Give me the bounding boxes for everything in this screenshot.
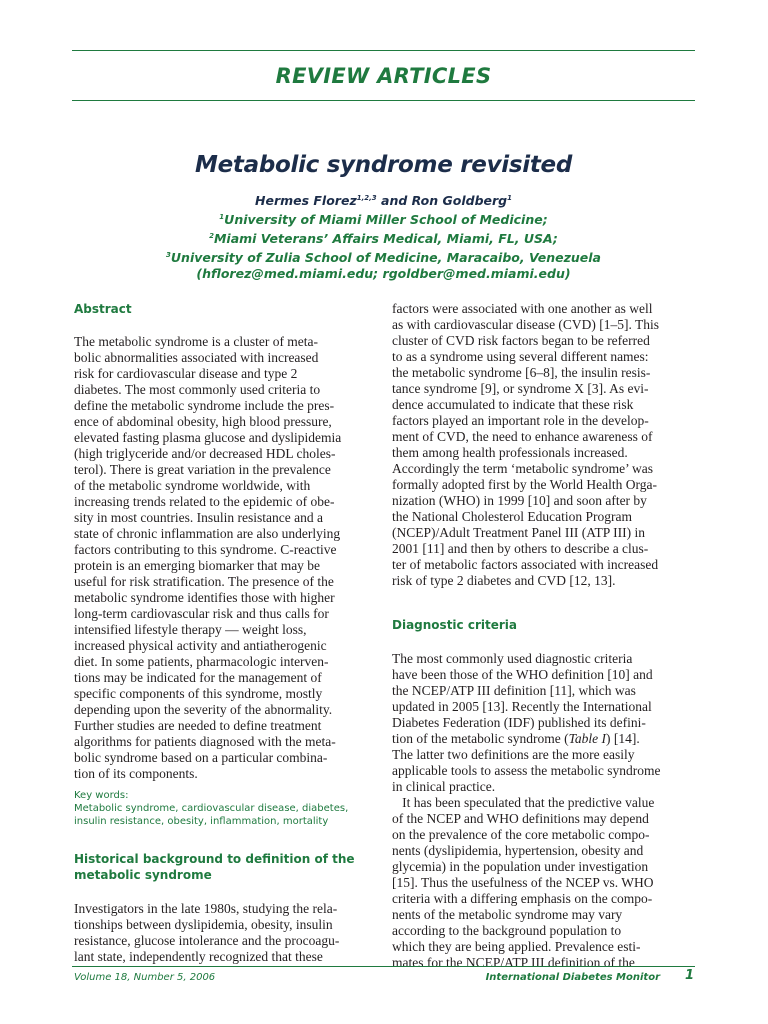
abstract-line: factors contributing to this syndrome. C-reactive <box>74 542 337 557</box>
history-line: Accordingly the term ‘metabolic syndrome’ was <box>392 461 654 476</box>
diagnostic-line: It has been speculated that the predictive value <box>392 795 655 810</box>
abstract-line: terol). There is great variation in the prevalence <box>74 462 331 477</box>
diagnostic-body <box>392 651 674 971</box>
header-rule <box>72 100 695 101</box>
keywords-line: insulin resistance, obesity, inflammation, mortality <box>74 816 329 827</box>
diagnostic-line: have been those of the WHO definition [10] and <box>392 667 653 682</box>
history-line: nization (WHO) in 1999 [10] and soon after by <box>392 493 647 508</box>
historical-body <box>74 901 356 965</box>
abstract-line: Further studies are needed to define treatment <box>74 718 322 733</box>
keywords-block <box>74 789 356 828</box>
diagnostic-line: updated in 2005 [13]. Recently the International <box>392 699 652 714</box>
abstract-line: sity in most countries. Insulin resistance and a <box>74 510 323 525</box>
affiliation-3 <box>72 247 695 266</box>
footer-journal: International Diabetes Monitor <box>485 972 660 983</box>
diagnostic-line: in clinical practice. <box>392 779 496 794</box>
article-title: Metabolic syndrome revisited <box>195 152 572 178</box>
abstract-line: ence of abdominal obesity, high blood pressure, <box>74 414 332 429</box>
diagnostic-line: according to the background population to <box>392 923 622 938</box>
affiliation-3-sup: 3 <box>166 251 171 260</box>
abstract-line: The metabolic syndrome is a cluster of meta- <box>74 334 319 349</box>
history-line: formally adopted first by the World Health Orga- <box>392 477 657 492</box>
abstract-line: bolic syndrome based on a particular combina- <box>74 750 328 765</box>
footer-rule <box>72 966 695 967</box>
author-florez-affil: 1,2,3 <box>356 193 377 202</box>
author-emails: (hflorez@med.miami.edu; rgoldber@med.miami.edu) <box>196 266 571 282</box>
affiliation-2 <box>72 228 695 247</box>
historical-line: lant state, independently recognized that these <box>74 949 323 964</box>
affiliation-3-text: University of Zulia School of Medicine, Maracaibo, Venezuela <box>170 250 601 266</box>
abstract-line: define the metabolic syndrome include the pres- <box>74 398 335 413</box>
history-line: as with cardiovascular disease (CVD) [1–5]. This <box>392 317 660 332</box>
history-line: 2001 [11] and then by others to describe a clus- <box>392 541 649 556</box>
abstract-line: intensified lifestyle therapy — weight loss, <box>74 622 307 637</box>
history-line: factors were associated with one another as well <box>392 301 653 316</box>
diagnostic-line: [15]. Thus the usefulness of the NCEP vs. WHO <box>392 875 654 890</box>
author-line <box>72 193 695 208</box>
diagnostic-line: of the NCEP and WHO definitions may depend <box>392 811 649 826</box>
diagnostic-line: The most commonly used diagnostic criteria <box>392 651 633 666</box>
keywords-line: Metabolic syndrome, cardiovascular disease, diabetes, <box>74 803 349 814</box>
history-line: risk of type 2 diabetes and CVD [12, 13]. <box>392 573 616 588</box>
history-line: ter of metabolic factors associated with increased <box>392 557 659 572</box>
abstract-line: increased physical activity and antiatherogenic <box>74 638 327 653</box>
abstract-heading: Abstract <box>74 302 132 316</box>
historical-heading <box>74 851 356 883</box>
diagnostic-line: mates for the NCEP/ATP III definition of the <box>392 955 635 970</box>
abstract-line: state of chronic inflammation are also underlying <box>74 526 341 541</box>
abstract-line: algorithms for patients diagnosed with the meta- <box>74 734 336 749</box>
diagnostic-line: applicable tools to assess the metabolic syndrome <box>392 763 661 778</box>
left-column <box>74 301 356 965</box>
historical-line: tionships between dyslipidemia, obesity, insulin <box>74 917 333 932</box>
top-rule <box>72 50 695 51</box>
diagnostic-line: which they are being applied. Prevalence esti- <box>392 939 641 954</box>
abstract-line: tion of its components. <box>74 766 198 781</box>
history-line: them among health professionals increased. <box>392 445 628 460</box>
abstract-line: bolic abnormalities associated with increased <box>74 350 319 365</box>
historical-line: Investigators in the late 1980s, studying the rela- <box>74 901 338 916</box>
author-goldberg: and Ron Goldberg <box>376 193 508 208</box>
abstract-line: risk for cardiovascular disease and type 2 <box>74 366 298 381</box>
abstract-line: protein is an emerging biomarker that may be <box>74 558 321 573</box>
affiliation-1-sup: 1 <box>219 213 225 221</box>
abstract-line: of the metabolic syndrome worldwide, with <box>74 478 311 493</box>
abstract-line: metabolic syndrome identifies those with higher <box>74 590 335 605</box>
history-line: ment of CVD, the need to enhance awareness of <box>392 429 653 444</box>
page-number: 1 <box>684 968 694 983</box>
history-line: tance syndrome [9], or syndrome X [3]. As evi- <box>392 381 649 396</box>
history-line: cluster of CVD risk factors began to be referred <box>392 333 650 348</box>
history-line: to as a syndrome using several different names: <box>392 349 649 364</box>
affiliations <box>72 209 695 282</box>
affiliation-2-text: Miami Veterans’ Affairs Medical, Miami, FL, USA; <box>213 231 558 247</box>
diagnostic-line: nents (dyslipidemia, hypertension, obesity and <box>392 843 644 858</box>
historical-heading-line: metabolic syndrome <box>74 868 212 882</box>
diagnostic-line: Diabetes Federation (IDF) published its defini- <box>392 715 646 730</box>
abstract-line: diet. In some patients, pharmacologic interven- <box>74 654 329 669</box>
abstract-line: tions may be indicated for the management of <box>74 670 322 685</box>
abstract-line: depending upon the severity of the abnormality. <box>74 702 333 717</box>
abstract-line: increasing trends related to the epidemic of obe- <box>74 494 335 509</box>
diagnostic-line: criteria with a differing emphasis on the compo- <box>392 891 653 906</box>
history-line: factors played an important role in the develop- <box>392 413 649 428</box>
right-column <box>392 301 674 971</box>
table-reference-link[interactable]: Table I <box>568 731 606 746</box>
diagnostic-line: glycemia) in the population under investigation <box>392 859 649 874</box>
affiliation-1-text: University of Miami Miller School of Medicine; <box>224 212 548 228</box>
history-line: dence accumulated to indicate that these risk <box>392 397 634 412</box>
diagnostic-line-text: ) [14]. <box>605 731 640 746</box>
diagnostic-line-text: tion of the metabolic syndrome ( <box>392 731 569 746</box>
footer-volume: Volume 18, Number 5, 2006 <box>74 972 216 983</box>
abstract-line: specific components of this syndrome, mostly <box>74 686 323 701</box>
diagnostic-line: nents of the metabolic syndrome may vary <box>392 907 623 922</box>
history-line: the National Cholesterol Education Program <box>392 509 632 524</box>
author-goldberg-affil: 1 <box>507 193 512 202</box>
abstract-line: long-term cardiovascular risk and thus calls for <box>74 606 329 621</box>
diagnostic-line: the NCEP/ATP III definition [11], which was <box>392 683 636 698</box>
abstract-line: useful for risk stratification. The presence of the <box>74 574 334 589</box>
diagnostic-line <box>392 731 674 747</box>
history-line: the metabolic syndrome [6–8], the insulin resis- <box>392 365 651 380</box>
affiliation-2-sup: 2 <box>209 232 214 241</box>
section-heading: REVIEW ARTICLES <box>275 64 492 88</box>
history-continued-body <box>392 301 674 589</box>
diagnostic-line: The latter two definitions are the more easily <box>392 747 635 762</box>
author-florez: Hermes Florez <box>255 193 357 208</box>
keywords-label: Key words: <box>74 790 129 801</box>
affiliation-1 <box>72 209 695 228</box>
diagnostic-heading: Diagnostic criteria <box>392 618 517 632</box>
abstract-line: elevated fasting plasma glucose and dyslipidemia <box>74 430 342 445</box>
history-line: (NCEP)/Adult Treatment Panel III (ATP III) in <box>392 525 645 540</box>
abstract-body <box>74 334 356 782</box>
historical-line: resistance, glucose intolerance and the procoagu- <box>74 933 340 948</box>
historical-heading-line: Historical background to definition of the <box>74 852 355 866</box>
diagnostic-line: on the prevalence of the core metabolic compo- <box>392 827 650 842</box>
abstract-line: (high triglyceride and/or decreased HDL choles- <box>74 446 336 461</box>
abstract-line: diabetes. The most commonly used criteria to <box>74 382 321 397</box>
